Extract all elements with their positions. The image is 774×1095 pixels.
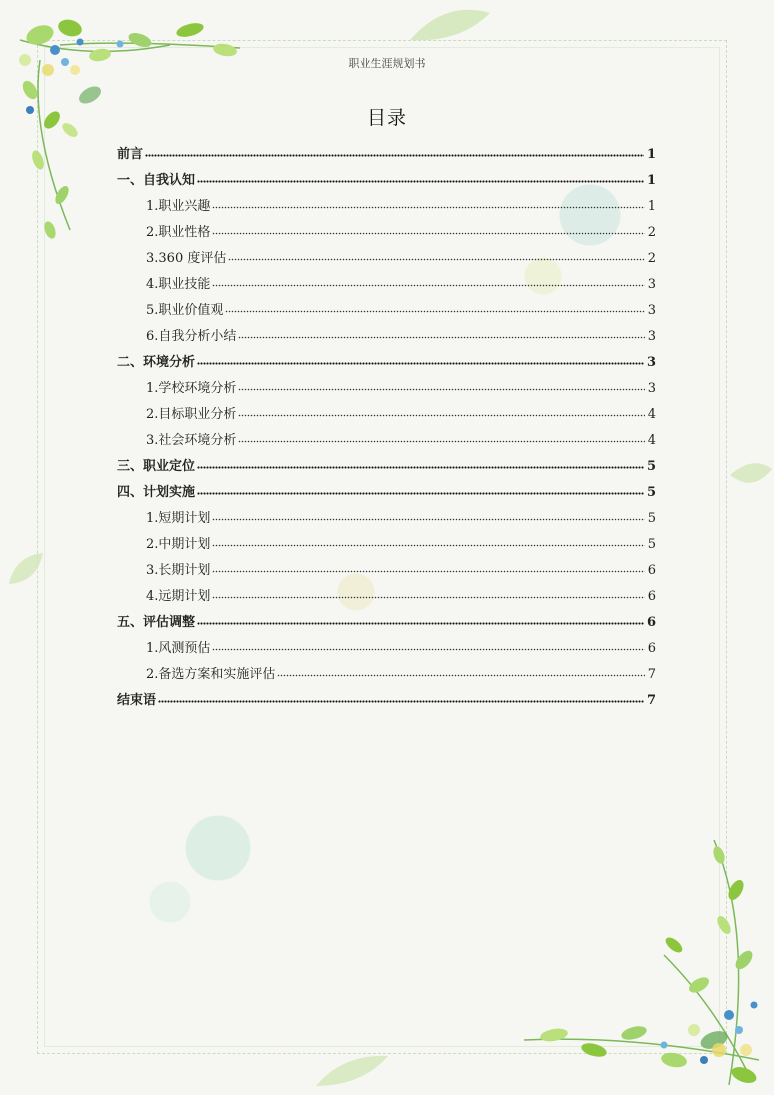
toc-entry-label: 结束语 — [117, 693, 157, 708]
toc-entry-label: 3.长期计划 — [146, 563, 211, 578]
toc-entry-page: 1 — [646, 147, 656, 162]
toc-entry-label: 4.远期计划 — [146, 589, 211, 604]
toc-entry-page: 7 — [646, 693, 656, 708]
toc-leader-dots — [158, 700, 644, 704]
toc-entry[interactable] — [146, 556, 656, 578]
toc-leader-dots — [212, 648, 644, 652]
leaf-decoration-right — [728, 455, 774, 495]
toc-entry[interactable] — [117, 478, 656, 500]
toc-leader-dots — [238, 388, 644, 392]
toc-leader-dots — [212, 570, 644, 574]
toc-entry-page: 1 — [646, 173, 656, 188]
toc-entry-label: 2.备选方案和实施评估 — [146, 667, 276, 682]
toc-entry-label: 5.职业价值观 — [146, 303, 224, 318]
toc-entry-page: 6 — [647, 563, 656, 578]
toc-entry[interactable] — [117, 686, 656, 708]
toc-entry[interactable] — [146, 244, 656, 266]
toc-entry[interactable] — [146, 634, 656, 656]
toc-leader-dots — [212, 596, 644, 600]
toc-entry[interactable] — [146, 192, 656, 214]
toc-entry[interactable] — [146, 374, 656, 396]
toc-entry-label: 3.社会环境分析 — [146, 433, 237, 448]
toc-entry-page: 5 — [646, 459, 656, 474]
toc-entry-page: 3 — [647, 303, 656, 318]
toc-entry[interactable] — [117, 608, 656, 630]
leaf-decoration-top — [405, 5, 495, 45]
toc-entry-page: 6 — [646, 615, 656, 630]
toc-leader-dots — [212, 284, 644, 288]
toc-entry-label: 二、环境分析 — [117, 355, 196, 370]
toc-leader-dots — [212, 206, 644, 210]
toc-title: 目录 — [366, 107, 407, 129]
toc-entry-label: 1.学校环境分析 — [146, 381, 237, 396]
toc-leader-dots — [145, 154, 644, 158]
toc-entry-page: 1 — [647, 199, 656, 214]
toc-entry-page: 3 — [647, 277, 656, 292]
toc-leader-dots — [197, 492, 644, 496]
toc-leader-dots — [238, 414, 644, 418]
toc-leader-dots — [212, 232, 644, 236]
toc-leader-dots — [238, 336, 644, 340]
toc-entry-page: 5 — [647, 537, 656, 552]
toc-entry-label: 1.风测预估 — [146, 641, 211, 656]
toc-entry[interactable] — [117, 348, 656, 370]
toc-entry[interactable] — [146, 582, 656, 604]
toc-entry-page: 4 — [647, 433, 656, 448]
toc-entry[interactable] — [146, 218, 656, 240]
toc-entry[interactable] — [146, 270, 656, 292]
toc-entry-label: 2.职业性格 — [146, 225, 211, 240]
leaf-decoration-bottom — [312, 1050, 392, 1090]
toc-leader-dots — [212, 518, 644, 522]
toc-entry-label: 三、职业定位 — [117, 459, 196, 474]
toc-leader-dots — [197, 362, 644, 366]
toc-entry[interactable] — [146, 530, 656, 552]
toc-entry[interactable] — [146, 400, 656, 422]
toc-entry-page: 3 — [646, 355, 656, 370]
running-header: 职业生涯规划书 — [348, 57, 426, 70]
toc-entry-label: 前言 — [117, 147, 144, 162]
toc-entry-label: 2.目标职业分析 — [146, 407, 237, 422]
toc-leader-dots — [225, 310, 644, 314]
toc-leader-dots — [212, 544, 644, 548]
toc-leader-dots — [277, 674, 644, 678]
toc-entry-label: 2.中期计划 — [146, 537, 211, 552]
toc-entry[interactable] — [146, 504, 656, 526]
toc-leader-dots — [197, 466, 644, 470]
toc-entry[interactable] — [146, 660, 656, 682]
toc-entry-label: 1.职业兴趣 — [146, 199, 211, 214]
toc-entry-label: 6.自我分析小结 — [146, 329, 237, 344]
toc-entry[interactable] — [117, 166, 656, 188]
toc-entry-page: 2 — [647, 251, 656, 266]
toc-leader-dots — [238, 440, 644, 444]
toc-entry-page: 5 — [647, 511, 656, 526]
toc-entry-label: 3.360 度评估 — [146, 251, 227, 266]
toc-entry-label: 五、评估调整 — [117, 615, 196, 630]
toc-entry-page: 2 — [647, 225, 656, 240]
toc-leader-dots — [197, 622, 644, 626]
toc-entry-page: 3 — [647, 381, 656, 396]
toc-entry-label: 4.职业技能 — [146, 277, 211, 292]
toc-entry[interactable] — [117, 140, 656, 162]
toc-entry[interactable] — [117, 452, 656, 474]
toc-entry-page: 4 — [647, 407, 656, 422]
toc-entry-label: 四、计划实施 — [117, 485, 196, 500]
toc-leader-dots — [228, 258, 644, 262]
floral-decoration-bottom-right — [514, 835, 774, 1095]
toc-leader-dots — [197, 180, 644, 184]
toc-entry-label: 一、自我认知 — [117, 173, 196, 188]
toc-entry-page: 6 — [647, 589, 656, 604]
toc-entry-page: 5 — [646, 485, 656, 500]
toc-entry-page: 6 — [647, 641, 656, 656]
leaf-decoration-left — [5, 548, 45, 588]
toc-entry[interactable] — [146, 296, 656, 318]
toc-entry[interactable] — [146, 322, 656, 344]
toc-entry-page: 7 — [647, 667, 656, 682]
toc-entry[interactable] — [146, 426, 656, 448]
toc-entry-page: 3 — [647, 329, 656, 344]
toc-entry-label: 1.短期计划 — [146, 511, 211, 526]
